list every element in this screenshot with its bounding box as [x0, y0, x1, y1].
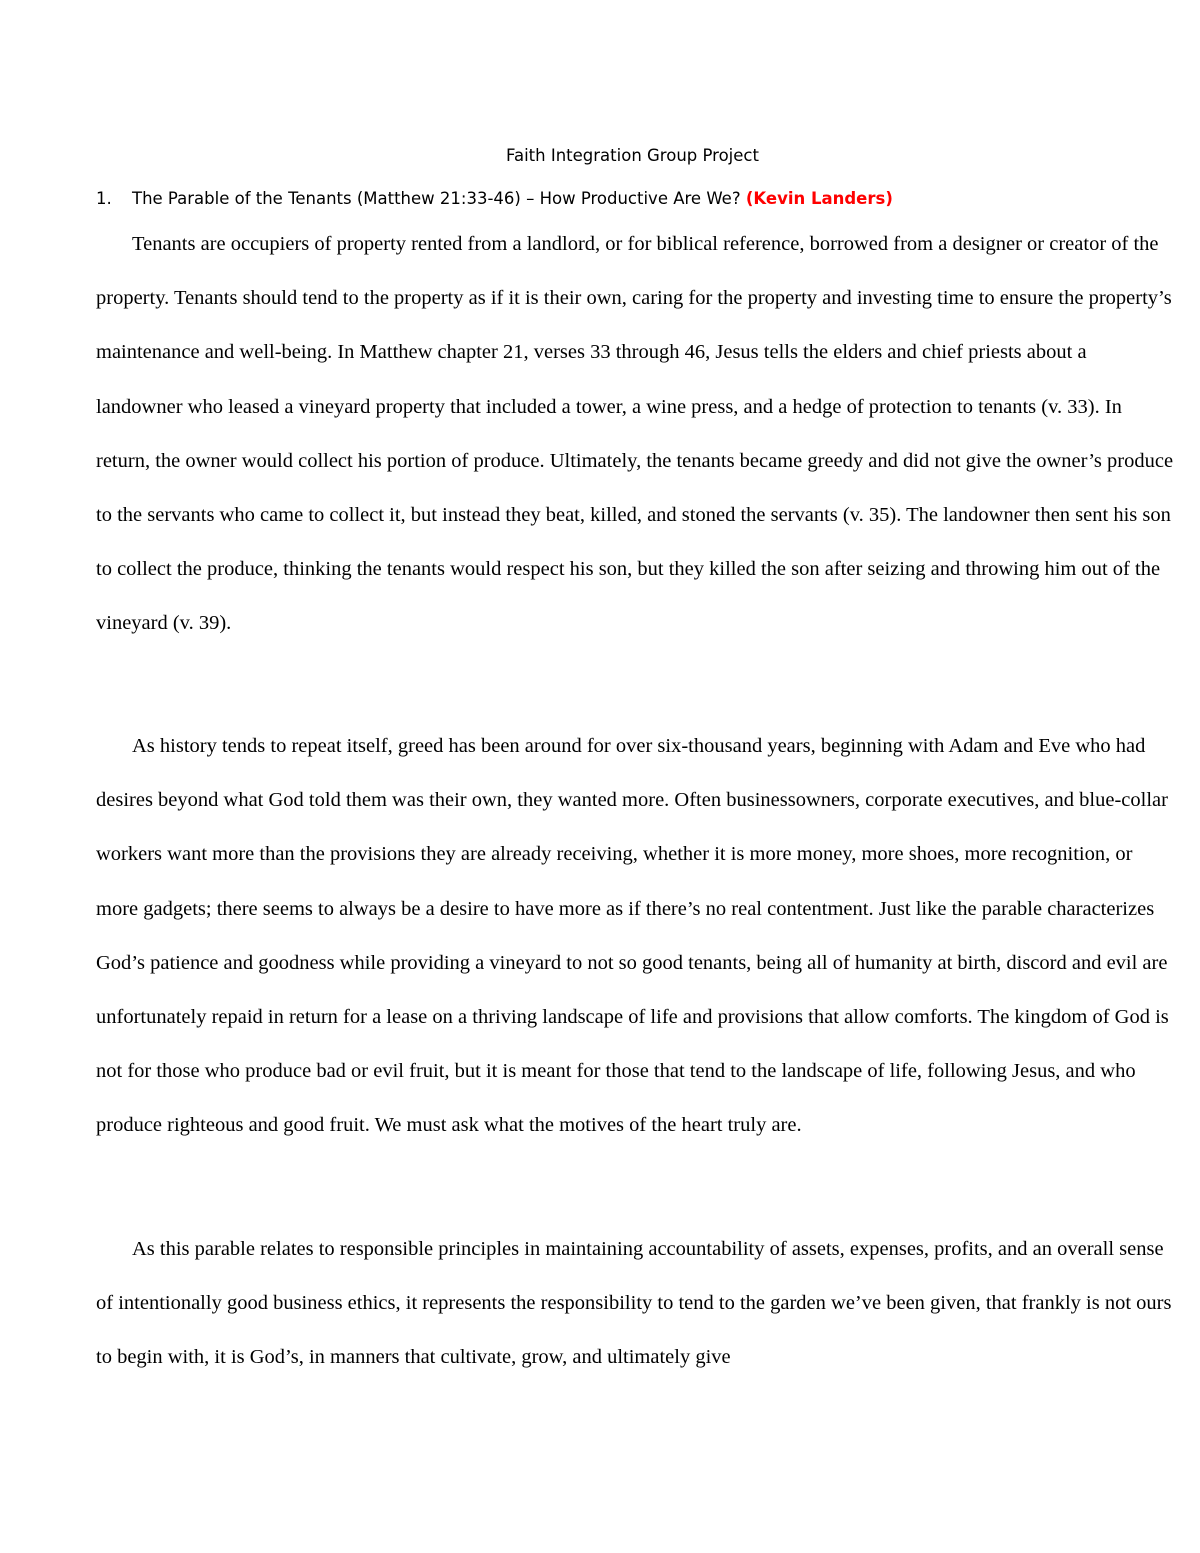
paragraph-text: Tenants are occupiers of property rented from a landlord, or for biblical reference, borrowed from a designer or creator of the property. Tenants should tend to the property as if it is their own, caring for the property and investing time to ensure the property’s maintenance and well-being. In Matthew chapter 21, verses 33 through 46, Jesus tells the elders and chief priests about a landowner who leased a vineyard property that included a tower, a wine press, and a hedge of protection to tenants (v. 33). In return, the owner would collect his portion of produce. Ultimately, the tenants became greedy and did not give the owner’s produce to the servants who came to collect it, but instead they beat, killed, and stoned the servants (v. 35). The landowner then sent his son to collect the produce, thinking the tenants would respect his son, but they killed the son after seizing and throwing him out of the vineyard (v. 39). [96, 233, 1174, 635]
paragraph-text: As this parable relates to responsible principles in maintaining accountability of assets, expenses, profits, and an overall sense of intentionally good business ethics, it represents the responsibility to tend to the garden we’ve been given, that frankly is not ours to begin with, it is God’s, in manners that cultivate, grow, and ultimately give [96, 1238, 1172, 1369]
section-author: (Kevin Landers) [745, 189, 893, 208]
paragraph-text: As history tends to repeat itself, greed has been around for over six-thousand years, beginning with Adam and Eve who had desires beyond what God told them was their own, they wanted more. Often businessowners, corporate executives, and blue-collar workers want more than the provisions they are already receiving, whether it is more money, more shoes, more recognition, or more gadgets; there seems to always be a desire to have more as if there’s no real contentment. Just like the parable characterizes God’s patience and goodness while providing a vineyard to not so good tenants, being all of humanity at birth, discord and evil are unfortunately repaid in return for a lease on a thriving landscape of life and provisions that allow comforts. The kingdom of God is not for those who produce bad or evil fruit, but it is meant for those that tend to the landscape of life, following Jesus, and who produce righteous and good fruit. We must ask what the motives of the heart truly are. [96, 735, 1169, 1137]
body-paragraph [96, 217, 1176, 651]
document-title: Faith Integration Group Project [506, 146, 759, 165]
body-paragraph [96, 1222, 1176, 1385]
section-heading [96, 186, 1176, 212]
section-heading-text: The Parable of the Tenants (Matthew 21:33-46) – How Productive Are We? [132, 189, 741, 208]
section-number: 1. [96, 189, 112, 208]
body-paragraph [96, 719, 1176, 1153]
